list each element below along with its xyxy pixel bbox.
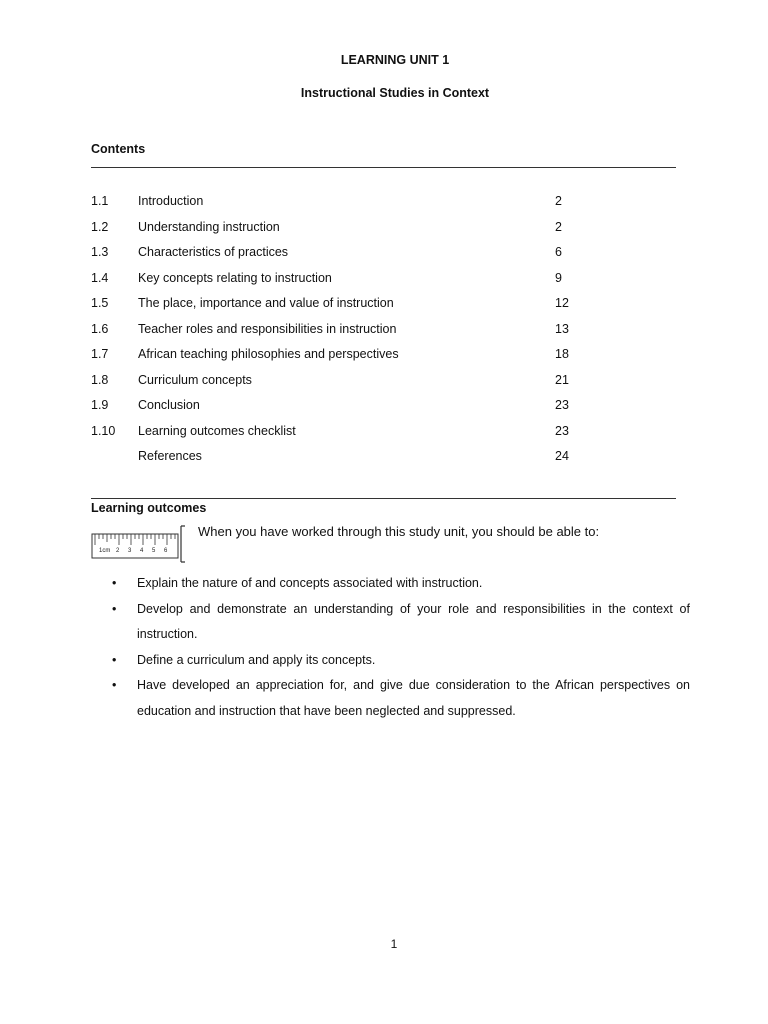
outcomes-list <box>112 571 690 724</box>
toc-page: 13 <box>555 321 569 336</box>
toc-page: 2 <box>555 219 562 234</box>
list-item-text: Define a curriculum and apply its concepts. <box>137 652 376 667</box>
list-item <box>112 648 690 674</box>
toc-title: African teaching philosophies and perspectives <box>138 347 399 361</box>
toc-title: References <box>138 449 202 463</box>
toc-title: Learning outcomes checklist <box>138 423 296 438</box>
toc-title: Teacher roles and responsibilities in instruction <box>138 321 397 336</box>
toc-row <box>91 444 611 470</box>
toc-page: 9 <box>555 270 562 285</box>
list-item <box>112 597 690 648</box>
unit-subtitle: Instructional Studies in Context <box>300 86 490 100</box>
toc-row <box>91 215 611 241</box>
toc-title: Introduction <box>138 194 204 208</box>
toc-title: The place, importance and value of instruction <box>138 296 394 310</box>
toc-row <box>91 189 611 215</box>
toc-number: 1.9 <box>91 398 109 412</box>
toc-row <box>91 342 611 368</box>
toc-number: 1.8 <box>91 372 109 387</box>
toc-row <box>91 419 611 445</box>
toc-number: 1.6 <box>91 321 109 336</box>
toc-title: Conclusion <box>138 398 200 412</box>
toc-title: Key concepts relating to instruction <box>138 270 332 285</box>
toc-page: 6 <box>555 245 562 259</box>
outcomes-intro: When you have worked through this study unit, you should be able to: <box>198 524 600 539</box>
toc-number: 1.4 <box>91 270 109 285</box>
toc-number: 1.1 <box>91 194 109 208</box>
ruler-label: 4 <box>140 548 144 554</box>
toc-number: 1.5 <box>91 296 109 310</box>
unit-title: LEARNING UNIT 1 <box>340 53 450 67</box>
list-item-text: Develop and demonstrate an understanding of your role and responsibilities in the context of instruction. <box>137 601 690 641</box>
toc-page: 2 <box>555 194 562 208</box>
contents-divider <box>91 167 676 168</box>
toc-row <box>91 291 611 317</box>
bullet-icon: • <box>112 652 117 667</box>
bullet-icon: • <box>112 601 117 616</box>
outcomes-divider <box>91 498 676 499</box>
toc-page: 21 <box>555 372 569 387</box>
ruler-icon <box>91 524 187 564</box>
list-item <box>112 673 690 724</box>
toc-page: 18 <box>555 347 569 361</box>
toc-page: 24 <box>555 449 569 463</box>
toc-row <box>91 368 611 394</box>
toc-page: 23 <box>555 423 569 438</box>
toc-title: Curriculum concepts <box>138 372 252 387</box>
ruler-label: 3 <box>128 548 132 554</box>
ruler-label: 2 <box>116 548 120 554</box>
toc-row <box>91 317 611 343</box>
contents-heading: Contents <box>91 142 146 156</box>
learning-outcomes-heading: Learning outcomes <box>91 501 207 515</box>
toc-number: 1.10 <box>91 423 116 438</box>
table-of-contents <box>91 189 611 470</box>
ruler-label: 5 <box>152 548 156 554</box>
toc-page: 23 <box>555 398 569 412</box>
bullet-icon: • <box>112 678 117 692</box>
ruler-label: 6 <box>164 548 168 554</box>
list-item-text: Explain the nature of and concepts associated with instruction. <box>137 576 483 590</box>
toc-number: 1.2 <box>91 219 109 234</box>
toc-number: 1.3 <box>91 245 109 259</box>
toc-title: Understanding instruction <box>138 219 280 234</box>
toc-row <box>91 266 611 292</box>
ruler-label: 1cm <box>99 548 111 554</box>
bullet-icon: • <box>112 576 117 590</box>
toc-title: Characteristics of practices <box>138 245 289 259</box>
toc-row <box>91 393 611 419</box>
toc-row <box>91 240 611 266</box>
page-number: 1 <box>390 937 398 951</box>
toc-number: 1.7 <box>91 347 109 361</box>
list-item <box>112 571 690 597</box>
list-item-text: Have developed an appreciation for, and give due consideration to the African perspectives on education and instruction that have been neglected and suppressed. <box>137 678 690 718</box>
toc-page: 12 <box>555 296 569 310</box>
